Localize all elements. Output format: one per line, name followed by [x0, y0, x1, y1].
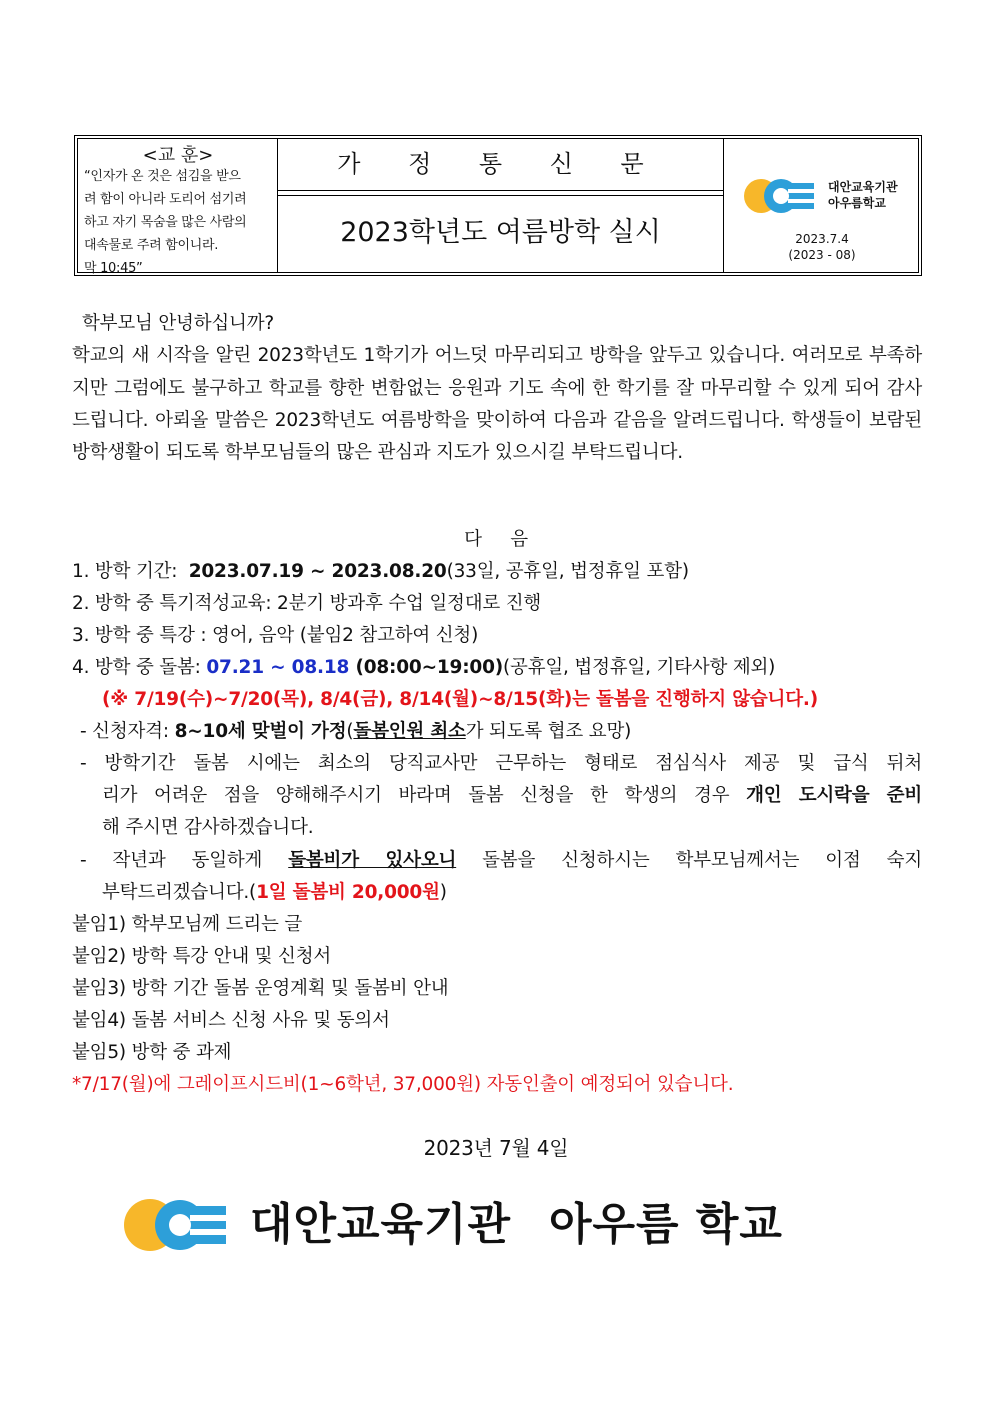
attachment-3: 붙임3) 방학 기간 돌봄 운영계획 및 돌봄비 안내	[72, 978, 449, 999]
lunch-line1	[80, 748, 922, 780]
grapeseed-notice: *7/17(월)에 그레이프시드비(1~6학년, 37,000원) 자동인출이 예정되어 있습니다.	[72, 1074, 734, 1095]
title-cell	[278, 139, 724, 272]
da-eum-text: 다 음	[464, 529, 528, 550]
attachment-1: 붙임1) 학부모님께 드리는 글	[72, 914, 303, 935]
footer-school-name	[250, 1196, 783, 1254]
lunch-line2-a: 리가 어려운 점을 양해해주시기 바라며 돌봄 신청을 한 학생의 경우	[102, 785, 747, 806]
lunch-line1-text: - 방학기간 돌봄 시에는 최소의 당직교사만 근무하는 형태로 점심식사 제공 및 급식 뒤처	[80, 753, 922, 774]
qual-bold: 8~10세 맞벌이 가정	[174, 721, 347, 742]
motto-line: 대속물로 주려 함이니라.	[84, 238, 219, 253]
header-date-block	[724, 231, 920, 263]
school-logo-icon	[744, 175, 816, 217]
motto-line: 려 함이 아니라 도리어 섬기려	[84, 192, 247, 207]
lunch-line3: 해 주시면 감사하겠습니다.	[102, 817, 314, 838]
logo-text-line1: 대안교육기관	[828, 180, 898, 194]
fee-line1-wrap	[80, 845, 922, 877]
doc-subtitle: 2023학년도 여름방학 실시	[278, 195, 723, 272]
qual-rest: 가 되도록 협조 요망)	[465, 721, 632, 742]
fee2-a: 부탁드리겠습니다.(	[102, 882, 257, 903]
greeting: 학부모님 안녕하십니까?	[82, 313, 275, 334]
item-care	[72, 652, 775, 684]
motto-line: “인자가 온 것은 섬김을 받으	[84, 169, 241, 184]
fee2-c: )	[439, 882, 447, 903]
footer-name-b: 아우름 학교	[549, 1199, 783, 1250]
footer-logo-icon	[124, 1196, 228, 1254]
item4-label: 4. 방학 중 돌봄:	[72, 657, 207, 678]
motto-text	[84, 165, 274, 280]
care-qualification	[80, 716, 631, 748]
logo-text-line2: 아우름학교	[828, 196, 886, 210]
item4-time: (08:00~19:00)	[349, 657, 504, 678]
lunch-line2	[102, 780, 922, 812]
qual-underline: 돌봄인원 최소	[353, 721, 466, 742]
lunch-line2-b: 개인 도시락을 준비	[746, 785, 922, 806]
item1-note: (33일, 공휴일, 법정휴일 포함)	[446, 561, 689, 582]
da-eum-heading	[0, 524, 992, 556]
intro-block	[72, 308, 922, 469]
header-table-inner	[77, 138, 919, 276]
footer-date: 2023년 7월 4일	[423, 1136, 569, 1160]
intro-paragraph: 학교의 새 시작을 알린 2023학년도 1학기가 어느덧 마무리되고 방학을 앞두고 있습니다. 여러모로 부족하지만 그럼에도 불구하고 학교를 향한 변함없는 응원과 기도 속에 한 학기를 잘 마무리할 수 있게 되어 감사드립니다. 아뢰올 말씀은 2023학년도 여름방학을 맞이하여 다음과 같음을 알려드립니다. 학생들이 보람된 방학생활이 되도록 학부모님들의 많은 관심과 지도가 있으시길 부탁드립니다.	[72, 345, 922, 464]
motto-line: 하고 자기 목숨을 많은 사람의	[84, 215, 247, 230]
doc-title: 가 정 통 신 문	[278, 139, 723, 191]
item4-note: (공휴일, 법정휴일, 기타사항 제외)	[503, 657, 776, 678]
qual-prefix: - 신청자격:	[80, 721, 175, 742]
care-warning: (※ 7/19(수)~7/20(목), 8/4(금), 8/14(월)~8/15(화)는 돌봄을 진행하지 않습니다.)	[102, 689, 818, 710]
qual-paren: (	[346, 721, 354, 742]
item4-dates: 07.21 ~ 08.18	[206, 657, 350, 678]
motto-cell	[78, 139, 278, 276]
fee2-b: 1일 돌봄비 20,000원	[256, 882, 440, 903]
attachment-4: 붙임4) 돌봄 서비스 신청 사유 및 동의서	[72, 1010, 390, 1031]
motto-line: 막 10:45”	[84, 261, 143, 276]
fee-a: - 작년과 동일하게	[80, 850, 289, 871]
item1-date: 2023.07.19 ~ 2023.08.20	[188, 561, 447, 582]
item-vacation-period	[72, 556, 689, 588]
attachment-2: 붙임2) 방학 특강 안내 및 신청서	[72, 946, 332, 967]
logo-cell	[724, 139, 920, 272]
header-table	[74, 135, 922, 276]
footer-name-a: 대안교육기관	[250, 1199, 512, 1250]
item-special-lecture: 3. 방학 중 특강 : 영어, 음악 (붙임2 참고하여 신청)	[72, 625, 479, 646]
motto-title: <교 훈>	[142, 145, 214, 166]
item1-label: 1. 방학 기간:	[72, 561, 189, 582]
logo-text	[828, 179, 898, 211]
header-date: 2023.7.4	[795, 232, 849, 246]
fee-line1	[80, 845, 922, 877]
fee-b: 돌봄비가 있사오니	[288, 850, 457, 871]
attachment-5: 붙임5) 방학 중 과제	[72, 1042, 232, 1063]
fee-line2	[102, 877, 447, 909]
doc-number: (2023 - 08)	[788, 248, 856, 262]
fee-c: 돌봄을 신청하시는 학부모님께서는 이점 숙지	[456, 850, 922, 871]
lunch-line2-wrap	[102, 780, 922, 812]
item-special-education: 2. 방학 중 특기적성교육: 2분기 방과후 수업 일정대로 진행	[72, 593, 542, 614]
